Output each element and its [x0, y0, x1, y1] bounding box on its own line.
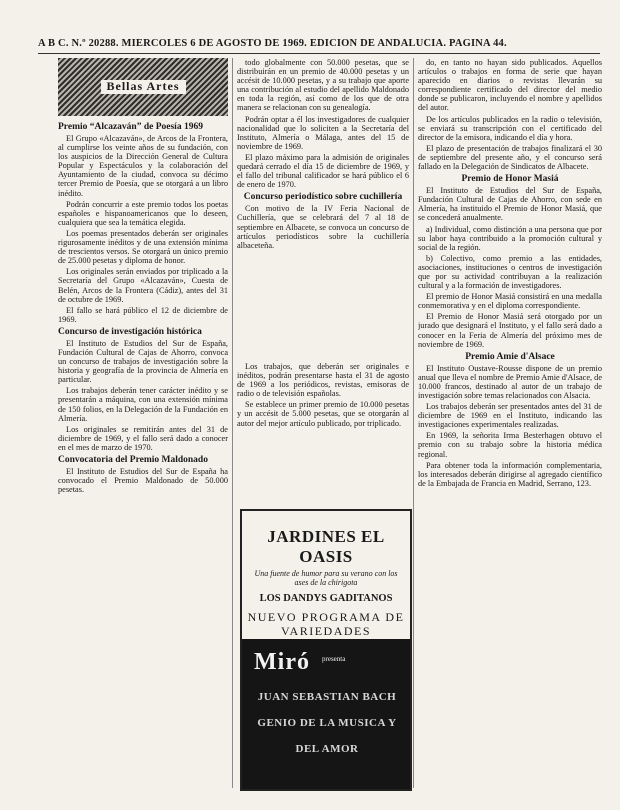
column-divider [232, 58, 233, 788]
paragraph: Los trabajos deberán ser presentados antes del 31 de diciembre de 1969 en el Instituto, indicando las investigaciones experimentales realizadas. [418, 402, 602, 430]
column-left [58, 58, 228, 788]
ad-group: LOS DANDYS GADITANOS [259, 593, 393, 604]
ad-film-line: JUAN SEBASTIAN BACH [257, 691, 397, 703]
paragraph: Los trabajos deberán tener carácter inédito y se presentarán a máquina, con una extensión mínima de 150 folios, en la Delegación de la Fundación en Almería. [58, 386, 228, 423]
paragraph: Los trabajos, que deberán ser originales e inéditos, podrán presentarse hasta el 31 de agosto de 1969 a los periódicos, revistas, emisoras de radio o de televisión españolas. [237, 362, 409, 399]
article-heading: Premio “Alcazaván” de Poesía 1969 [58, 122, 203, 132]
column-middle [237, 58, 409, 355]
ad-program: NUEVO PROGRAMA DE VARIEDADES [247, 610, 405, 638]
column-right [418, 58, 602, 788]
ad-film-line: GENIO DE LA MUSICA Y [257, 717, 397, 729]
paragraph: El premio de Honor Masiá consistirá en una medalla conmemorativa y en el diploma correspondiente. [418, 292, 602, 311]
ad-film-line: DEL AMOR [295, 743, 359, 755]
paragraph: Podrán optar a él los investigadores de cualquier nacionalidad que lo soliciten a la Secretaría del Instituto, Almería o Málaga, antes del 15 de noviembre de 1969. [237, 114, 409, 151]
column-middle-continued [237, 362, 409, 442]
paragraph: El Instituto de Estudios del Sur de España, Fundación Cultural de Cajas de Ahorro, convoca un concurso de trabajos de investigación sobre la historia y geografía de la provincia de Almería en particular. [58, 338, 228, 385]
paragraph: Con motivo de la IV Feria Nacional de Cuchillería, que se celebrará del 7 al 18 de septiembre en Albacete, se convoca un concurso de artículos periodísticos sobre la cuchillería albaceteña. [237, 204, 409, 250]
paragraph: do, en tanto no hayan sido publicados. Aquellos artículos o trabajos en forma de serie que hayan aparecido en diarios o revistas llevarán su correspondiente certificado del director del medio donde se publicaron, incluyendo el nombre y apellidos del autor. [418, 58, 602, 113]
paragraph: El Grupo «Alcazaván», de Arcos de la Frontera, al cumplirse los veinte años de su fundación, con los auspicios de la Dirección General de Cultura Popular y Espectáculos y la colaboración del Ayuntamiento de la ciudad, convoca su décimo tercer Premio de Poesía, que se otorgará a un libro inédito. [58, 134, 228, 198]
paragraph: En 1969, la señorita Irma Besterhagen obtuvo el premio con su trabajo sobre la historia médica regional. [418, 431, 602, 459]
paragraph: Los originales serán enviados por triplicado a la Secretaría del Grupo «Alcazaván», Cuesta de Belén, Arcos de la Frontera (Cádiz), antes del 31 de octubre de 1969. [58, 267, 228, 304]
article-heading: Premio de Honor Masiá [461, 174, 559, 185]
paragraph: a) Individual, como distinción a una persona que por su labor haya contribuido a la promoción cultural y social de la región. [418, 224, 602, 252]
header-rule [38, 53, 600, 54]
paragraph: El fallo se hará público el 12 de diciembre de 1969. [58, 305, 228, 324]
column-divider [413, 58, 414, 788]
ad-film-panel [242, 639, 410, 789]
paragraph: De los artículos publicados en la radio o televisión, se enviará su transcripción con el certificado del director de la emisora, indicando el día y hora. [418, 114, 602, 142]
ad-tagline: Una fuente de humor para su verano con los ases de la chirigota [254, 569, 398, 587]
paragraph: El Instituto de Estudios del Sur de España, Fundación Cultural de Cajas de Ahorro, con sede en Almería, ha instituido el Premio de Honor Masiá, que se concederá anualmente. [418, 186, 602, 223]
article-heading: Convocatoria del Premio Maldonado [58, 455, 208, 465]
paragraph: Se establece un primer premio de 10.000 pesetas y un accésit de 5.000 pesetas, que se otorgarán al autor del mejor artículo publicado, por triplicado. [237, 400, 409, 428]
article-heading: Concurso periodístico sobre cuchillería [243, 192, 403, 203]
page-header: A B C. N.º 20288. MIERCOLES 6 DE AGOSTO DE 1969. EDICION DE ANDALUCIA. PAGINA 44. [38, 38, 507, 49]
paragraph: todo globalmente con 50.000 pesetas, que se distribuirán en un premio de 40.000 pesetas y un accésit de 10.000 pesetas, y a su trabajo que aporte una contribución al estudio del apellido Maldonado en toda la región, así como de los que de otra manera se relacionan con su genealogía. [237, 58, 409, 113]
section-logo-text: Bellas Artes [101, 80, 186, 93]
article-heading: Premio Amie d'Alsace [465, 351, 555, 362]
paragraph: El Instituto Oustave-Rousse dispone de un premio anual que lleva el nombre de Premio Amie d'Alsace, de 10.000 francos, destinado al autor de un trabajo de investigación sobre temas relacionados con Alsacia. [418, 363, 602, 400]
paragraph: Podrán concurrir a este premio todos los poetas españoles e hispanoamericanos que lo deseen, cualquiera que sea la temática elegida. [58, 199, 228, 227]
section-logo [58, 58, 228, 116]
paragraph: El Premio de Honor Masiá será otorgado por un jurado que designará el Instituto, y el fallo será dado a conocer en la Feria de Almería del próximo mes de noviembre de 1969. [418, 312, 602, 349]
paragraph: Para obtener toda la información complementaria, los interesados deberán dirigirse al agregado científico de la Embajada de Francia en Madrid, Serrano, 123. [418, 460, 602, 488]
ad-brand: Miró [254, 649, 310, 675]
paragraph: El Instituto de Estudios del Sur de España ha convocado el Premio Maldonado de 50.000 pesetas. [58, 467, 228, 495]
advertisement [240, 509, 412, 791]
paragraph: Los originales se remitirán antes del 31 de diciembre de 1969, y el fallo será dado a conocer en el mes de marzo de 1970. [58, 424, 228, 452]
ad-title: JARDINES EL OASIS [267, 527, 385, 566]
paragraph: Los poemas presentados deberán ser originales rigurosamente inéditos y de una extensión mínima de trescientos versos. Se otorgará un único premio de 25.000 pesetas y diploma de honor. [58, 228, 228, 266]
paragraph: b) Colectivo, como premio a las entidades, asociaciones, instituciones o centros de investigación que por su actividad contribuyan a la realización cultural y a la formación de investigadores. [418, 253, 602, 291]
paragraph: El plazo de presentación de trabajos finalizará el 30 de septiembre del presente año, y el concurso será fallado en la Delegación de Sindicatos de Albacete. [418, 143, 602, 172]
paragraph: El plazo máximo para la admisión de originales quedará cerrado el día 15 de diciembre de 1969, y el fallo del tribunal calificador se hará público el 6 de enero de 1970. [237, 152, 409, 190]
ad-brand-sub: presenta [322, 655, 346, 663]
article-heading: Concurso de investigación histórica [58, 326, 202, 337]
